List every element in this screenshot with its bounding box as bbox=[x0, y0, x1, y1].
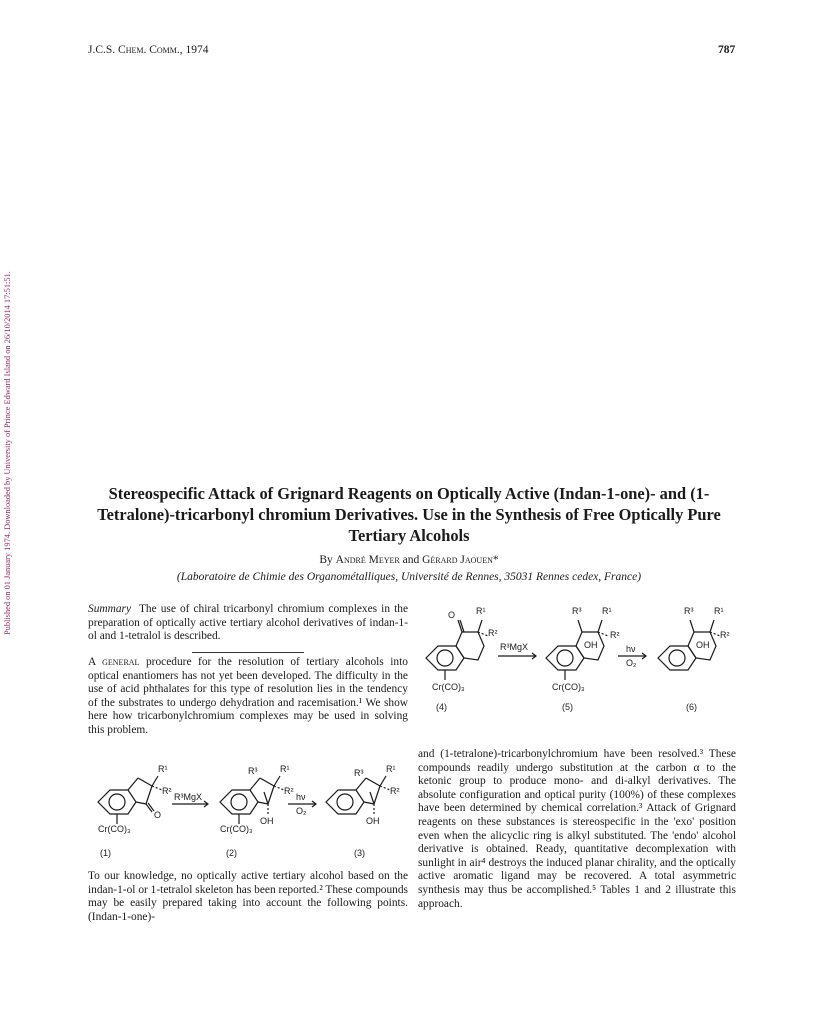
journal-header: J.C.S. Chem. Comm., 1974 bbox=[88, 44, 209, 56]
compound-5-r1: R¹ bbox=[602, 606, 612, 616]
compound-3-label: (3) bbox=[354, 848, 365, 858]
compound-6-label: (6) bbox=[686, 702, 697, 712]
compound-1-r1: R¹ bbox=[158, 764, 168, 774]
article-title: Stereospecific Attack of Grignard Reagents on Optically Active (Indan-1-one)- and (1-Tetralone)-tricarbonyl chromium Derivatives. Use in the Synthesis of Free Optically Pure Tertiary Alcohols bbox=[97, 484, 721, 545]
summary-text: The use of chiral tricarbonyl chromium complexes in the preparation of optically active tertiary alcohol derivatives of indan-1-ol and 1-tetralol is described. bbox=[88, 603, 408, 643]
compound-2-r3: R³ bbox=[248, 766, 258, 776]
compound-1-label: (1) bbox=[100, 848, 111, 858]
scheme-indanone-o2: O₂ bbox=[296, 806, 307, 816]
compound-2-label: (2) bbox=[226, 848, 237, 858]
scheme-tetralone-drawing bbox=[418, 602, 736, 714]
compound-2-chromium: Cr(CO)₃ bbox=[220, 824, 253, 834]
body-paragraph-knowledge: To our knowledge, no optically active tertiary alcohol based on the indan-1-ol or 1-tetralol skeleton has been reported.² These compounds may be easily prepared taking into account the following points. (Indan-1-one)- bbox=[88, 870, 408, 923]
scheme-indanone bbox=[88, 756, 413, 866]
scheme-tetralone-o2: O₂ bbox=[626, 658, 637, 668]
compound-6-hydroxyl: OH bbox=[696, 640, 710, 650]
compound-4-r2: R² bbox=[488, 628, 498, 638]
byline-and: and bbox=[402, 554, 420, 566]
compound-6-r2: R² bbox=[720, 630, 730, 640]
compound-4-r1: R¹ bbox=[476, 606, 486, 616]
affiliation: (Laboratoire de Chimie des Organométalliques, Université de Rennes, 35031 Rennes cedex, France) bbox=[176, 571, 642, 583]
compound-1-chromium: Cr(CO)₃ bbox=[98, 824, 131, 834]
compound-6-r1: R¹ bbox=[714, 606, 724, 616]
compound-6-r3: R³ bbox=[684, 606, 694, 616]
compound-4-label: (4) bbox=[436, 702, 447, 712]
compound-2-r1: R¹ bbox=[280, 764, 290, 774]
scheme-indanone-reagent: R³MgX bbox=[174, 792, 203, 802]
compound-5-hydroxyl: OH bbox=[584, 640, 598, 650]
author-1: André Meyer bbox=[335, 554, 400, 566]
download-watermark bbox=[2, 160, 18, 635]
compound-1-oxygen: O bbox=[154, 810, 162, 820]
scheme-tetralone-reagent: R³MgX bbox=[500, 642, 529, 652]
body-paragraph-right: and (1-tetralone)-tricarbonylchromium have been resolved.³ These compounds readily undergo substitution at the carbon α to the ketonic group to produce mono- and di-alkyl derivatives. The absolute configuration and optical purity (100%) of these complexes have been determined by chemical correlation.³ Attack of Grignard reagents on these substances is stereospecific in the 'exo' position even when the alicyclic ring is alkyl substituted. The 'endo' alcohol derivative is obtained. Ready, quantitative decomplexation with sunlight in air⁴ destroys the induced planar chirality, and the optically active aromatic ligand may be recovered. A total asymmetric synthesis may thus be accomplished.⁵ Tables 1 and 2 illustrate this approach. bbox=[418, 748, 736, 910]
scheme-tetralone-hv: hν bbox=[626, 644, 636, 654]
intro-text: procedure for the resolution of tertiary alcohols into optical enantiomers has not yet been developed. The difficulty in the use of acid phthalates for this type of resolution lies in the tendency of the substrates to undergo dehydration and racemisation.¹ We show here how tricarbonylchromium complexes may be used in solving this problem. bbox=[88, 656, 408, 736]
compound-3-r1: R¹ bbox=[386, 764, 396, 774]
compound-3-r2: R² bbox=[390, 786, 400, 796]
summary-paragraph bbox=[88, 603, 408, 644]
summary-divider bbox=[192, 652, 304, 653]
compound-5-r2: R² bbox=[610, 630, 620, 640]
compound-3-r3: R³ bbox=[354, 768, 364, 778]
intro-lead: A general bbox=[88, 656, 140, 668]
scheme-indanone-hv: hν bbox=[296, 792, 306, 802]
compound-5-r3: R³ bbox=[572, 606, 582, 616]
compound-5-chromium: Cr(CO)₃ bbox=[552, 682, 585, 692]
compound-3-hydroxyl: OH bbox=[366, 816, 380, 826]
compound-5-label: (5) bbox=[562, 702, 573, 712]
author-2: Gérard Jaouen* bbox=[422, 554, 499, 566]
compound-1-r2: R² bbox=[162, 786, 172, 796]
compound-4-chromium: Cr(CO)₃ bbox=[432, 682, 465, 692]
byline bbox=[96, 554, 722, 566]
compound-4-oxygen: O bbox=[448, 610, 456, 620]
download-watermark-text: Published on 01 January 1974. Downloaded by University of Prince Edward Island on 26/10/2014 17:51:51. bbox=[3, 271, 12, 635]
page-number: 787 bbox=[718, 44, 736, 56]
byline-by: By bbox=[319, 554, 333, 566]
compound-2-hydroxyl: OH bbox=[260, 816, 274, 826]
body-paragraph-intro bbox=[88, 656, 408, 738]
scheme-tetralone bbox=[418, 602, 736, 714]
compound-2-r2: R² bbox=[284, 786, 294, 796]
summary-lead: Summary bbox=[88, 603, 132, 615]
